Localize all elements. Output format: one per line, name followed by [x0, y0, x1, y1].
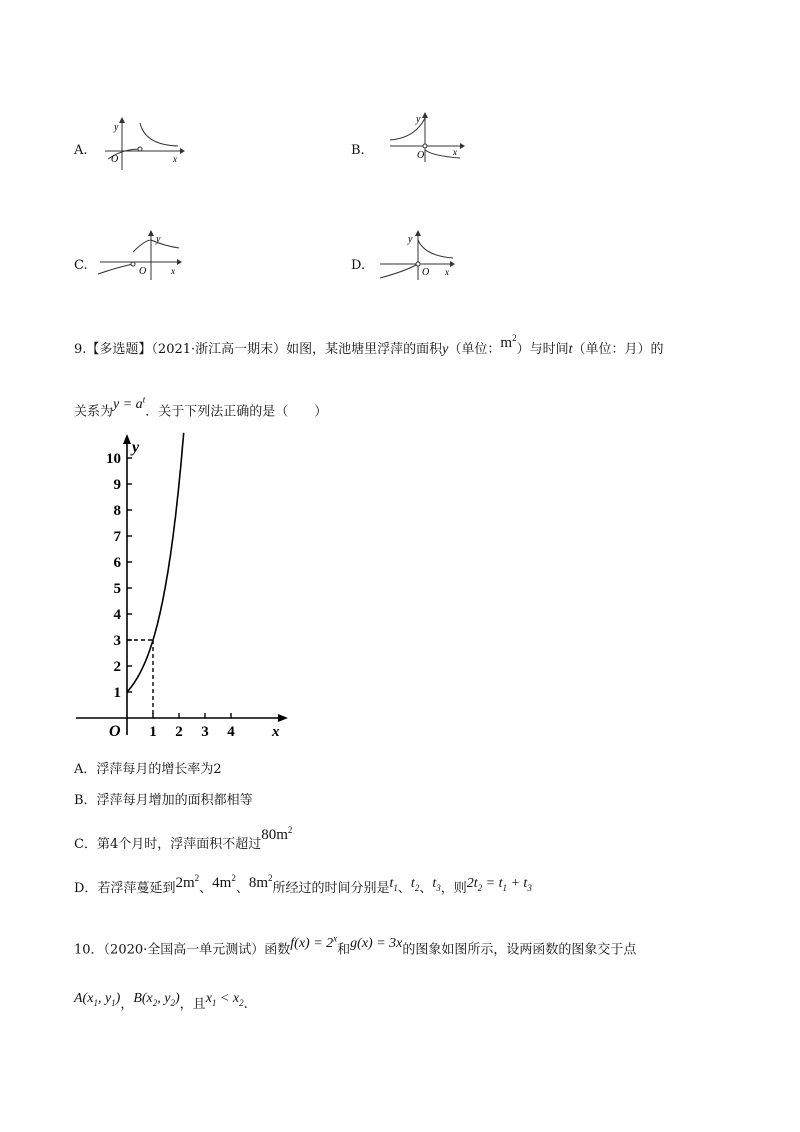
- option-b-label: B.: [351, 143, 365, 158]
- q9-text: 如图，某池塘里浮萍的面积: [286, 342, 443, 357]
- q9-line2: 关系为$y = a^t$．关于下列法正确的是（ ）: [74, 394, 328, 420]
- q10-point-b: $B(x_2$, $y_2$): [133, 991, 180, 1008]
- q9-y-tick-label: 1: [113, 685, 121, 701]
- q9-x-axis-label: x: [272, 724, 280, 740]
- option-a-label: A.: [74, 143, 88, 158]
- q9-y-tick-label: 7: [113, 529, 121, 545]
- axis-x-letter: x: [445, 267, 449, 277]
- q9-source: （2021·浙江高一期末）: [151, 342, 287, 357]
- q9-choice-b: B．浮萍每月增加的面积都相等: [74, 793, 253, 808]
- q9-x-tick-label: 1: [149, 724, 157, 740]
- q9-line1: 9.【多选题】（2021·浙江高一期末）如图，某池塘里浮萍的面积y（单位：$m^2$）与时间t（单位：月）的: [74, 333, 664, 357]
- axis-origin-letter: O: [139, 266, 147, 277]
- q9-tag: 【多选题】: [86, 342, 152, 357]
- q9-origin-label: O: [109, 723, 121, 740]
- q9-y-axis-label: y: [132, 439, 140, 456]
- q9-y-tick-label: 4: [113, 607, 121, 623]
- q9-var-t: t: [568, 342, 573, 357]
- q9-unit: $m^2$: [500, 333, 517, 351]
- q9-y-tick-label: 8: [113, 503, 121, 519]
- axis-y-letter: y: [114, 122, 119, 133]
- option-d-label: D.: [351, 258, 366, 273]
- q9-formula: $y = a^t$: [113, 394, 146, 412]
- axis-y-letter: y: [408, 234, 413, 245]
- q9-var-y: y: [442, 342, 449, 357]
- q10-line1: 10．（2020·全国高一单元测试）函数$f(x) = 2^x$和g(x) = 3x的图象如图所示，设两函数的图象交于点: [74, 933, 637, 958]
- axis-x-letter: x: [173, 154, 177, 164]
- q9-choice-a: A．浮萍每月的增长率为2: [74, 762, 222, 777]
- axis-x-letter: x: [171, 266, 175, 276]
- axis-y-letter: y: [156, 234, 161, 245]
- q10-point-a: $A(x_1$, $y_1$): [74, 991, 121, 1008]
- q10-gx: g(x) = 3x: [350, 935, 403, 951]
- option-d-graph: [375, 228, 460, 283]
- axis-y-letter: y: [416, 114, 421, 125]
- option-a-graph: [100, 115, 185, 175]
- q9-x-tick-label: 4: [227, 724, 235, 740]
- q9-x-tick-label: 2: [175, 724, 183, 740]
- option-c-label: C.: [74, 258, 88, 273]
- q9-y-tick-label: 10: [106, 451, 121, 467]
- q10-condition: $x_1 < x_2$: [205, 991, 244, 1008]
- option-c-graph: [95, 228, 185, 283]
- q9-y-tick-label: 3: [113, 633, 121, 649]
- q9-y-tick-label: 9: [113, 477, 121, 493]
- q9-choice-d: D．若浮萍蔓延到$2m^2$、$4m^2$、$8m^2$所经过的时间分别是$t_1$、$t_2$、$t_3$，则$2t_2 = t_1 + t_3$: [74, 873, 532, 896]
- q9-choice-c-value: $80m^2$: [261, 825, 293, 843]
- q9-graph: [66, 430, 291, 745]
- q9-y-tick-label: 5: [113, 581, 121, 597]
- q9-y-tick-label: 6: [113, 555, 121, 571]
- axis-x-letter: x: [453, 147, 457, 157]
- q9-y-tick-label: 2: [113, 659, 121, 675]
- axis-origin-letter: O: [417, 150, 425, 161]
- q10-line2: $A(x_1$, $y_1$)，$B(x_2$, $y_2$)，且$x_1 < x_2$.: [74, 991, 248, 1012]
- q9-number: 9.: [74, 342, 87, 357]
- q10-fx: $f(x) = 2^x$: [290, 933, 338, 951]
- q9-choice-c: C．第4个月时，浮萍面积不超过$80m^2$: [74, 825, 293, 852]
- q9-x-tick-label: 3: [201, 724, 209, 740]
- axis-origin-letter: O: [422, 267, 430, 278]
- option-b-graph: [385, 110, 465, 165]
- q9-curve: [127, 433, 184, 692]
- axis-origin-letter: O: [111, 154, 119, 165]
